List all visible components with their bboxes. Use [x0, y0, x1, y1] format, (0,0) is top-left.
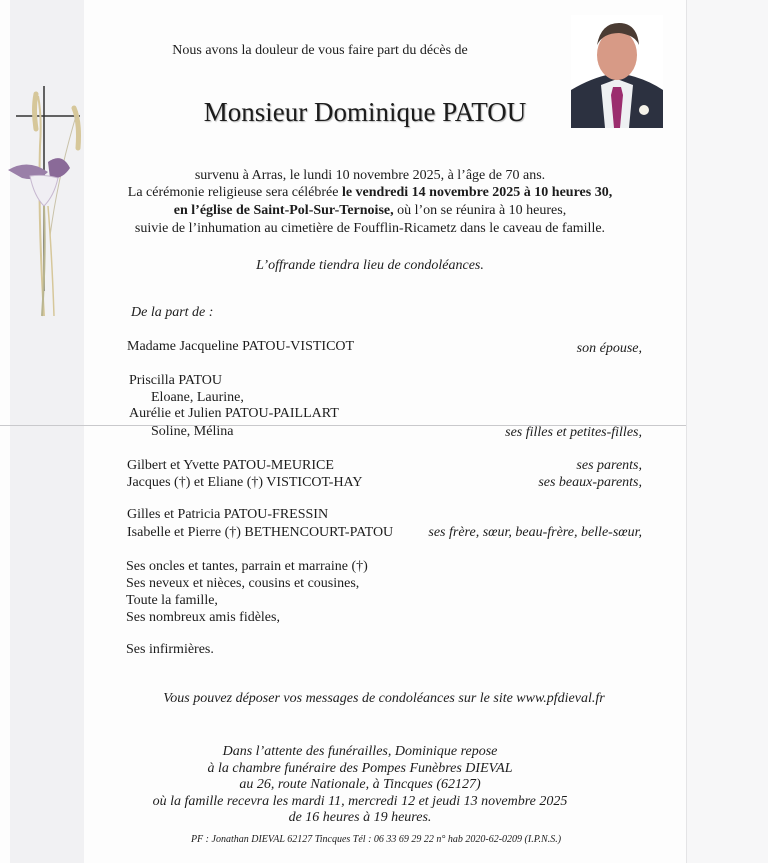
- ceremony-line: [0, 184, 740, 201]
- visitation-line: au 26, route Nationale, à Tincques (62127): [239, 777, 481, 792]
- other-family-line: Ses nombreux amis fidèles,: [126, 610, 280, 625]
- children-relation: ses filles et petites-filles,: [505, 425, 642, 440]
- siblings-relation: ses frère, sœur, beau-frère, belle-sœur,: [428, 525, 642, 540]
- deceased-name: Monsieur Dominique PATOU: [203, 97, 527, 127]
- family-member: Isabelle et Pierre (†) BETHENCOURT-PATOU: [127, 525, 394, 540]
- visitation-line: à la chambre funéraire des Pompes Funèbres DIEVAL: [207, 761, 513, 776]
- visitation-line: Dans l’attente des funérailles, Dominique repose: [222, 744, 498, 759]
- other-family-line: Toute la famille,: [126, 593, 218, 608]
- spouse-relation: son épouse,: [576, 341, 642, 356]
- other-family-line: Ses oncles et tantes, parrain et marraine (†): [126, 559, 368, 574]
- death-details-line: survenu à Arras, le lundi 10 novembre 2025, à l’âge de 70 ans.: [194, 168, 546, 183]
- visitation-line: de 16 heures à 19 heures.: [288, 810, 432, 825]
- funeral-home-footer: PF : Jonathan DIEVAL 62127 Tincques Tél : 06 33 69 29 22 n° hab 2020-62-0209 (I.P.N.S.): [190, 834, 562, 845]
- nurses-line: Ses infirmières.: [126, 642, 214, 657]
- ceremony-date: le vendredi 14 novembre 2025 à 10 heures 30,: [341, 185, 613, 200]
- gathering-time: où l’on se réunira à 10 heures,: [393, 203, 567, 218]
- other-family-line: Ses neveux et nièces, cousins et cousines,: [126, 576, 360, 591]
- ceremony-text: La cérémonie religieuse sera célébrée: [127, 185, 342, 200]
- family-heading: De la part de :: [131, 305, 214, 320]
- family-member: Eloane, Laurine,: [151, 390, 244, 405]
- church-line: [0, 202, 740, 219]
- parents-name: Gilbert et Yvette PATOU-MEURICE: [127, 458, 334, 473]
- family-member: Priscilla PATOU: [129, 373, 222, 388]
- in-laws-relation: ses beaux-parents,: [538, 475, 642, 490]
- church-name: en l’église de Saint-Pol-Sur-Ternoise,: [173, 203, 394, 218]
- family-member: Aurélie et Julien PATOU-PAILLART: [129, 406, 339, 421]
- in-laws-name: Jacques (†) et Eliane (†) VISTICOT-HAY: [127, 475, 363, 490]
- offering-note: L’offrande tiendra lieu de condoléances.: [256, 258, 484, 273]
- family-member: Soline, Mélina: [151, 424, 234, 439]
- family-member: Gilles et Patricia PATOU-FRESSIN: [127, 507, 329, 522]
- visitation-line: où la famille recevra les mardi 11, mercredi 12 et jeudi 13 novembre 2025: [152, 794, 568, 809]
- intro-text: Nous avons la douleur de vous faire part du décès de: [172, 43, 468, 58]
- condolences-website-note: Vous pouvez déposer vos messages de condoléances sur le site www.pfdieval.fr: [163, 691, 605, 706]
- parents-relation: ses parents,: [576, 458, 642, 473]
- burial-line: suivie de l’inhumation au cimetière de Foufflin-Ricametz dans le caveau de famille.: [134, 221, 606, 236]
- spouse-name: Madame Jacqueline PATOU-VISTICOT: [127, 339, 355, 354]
